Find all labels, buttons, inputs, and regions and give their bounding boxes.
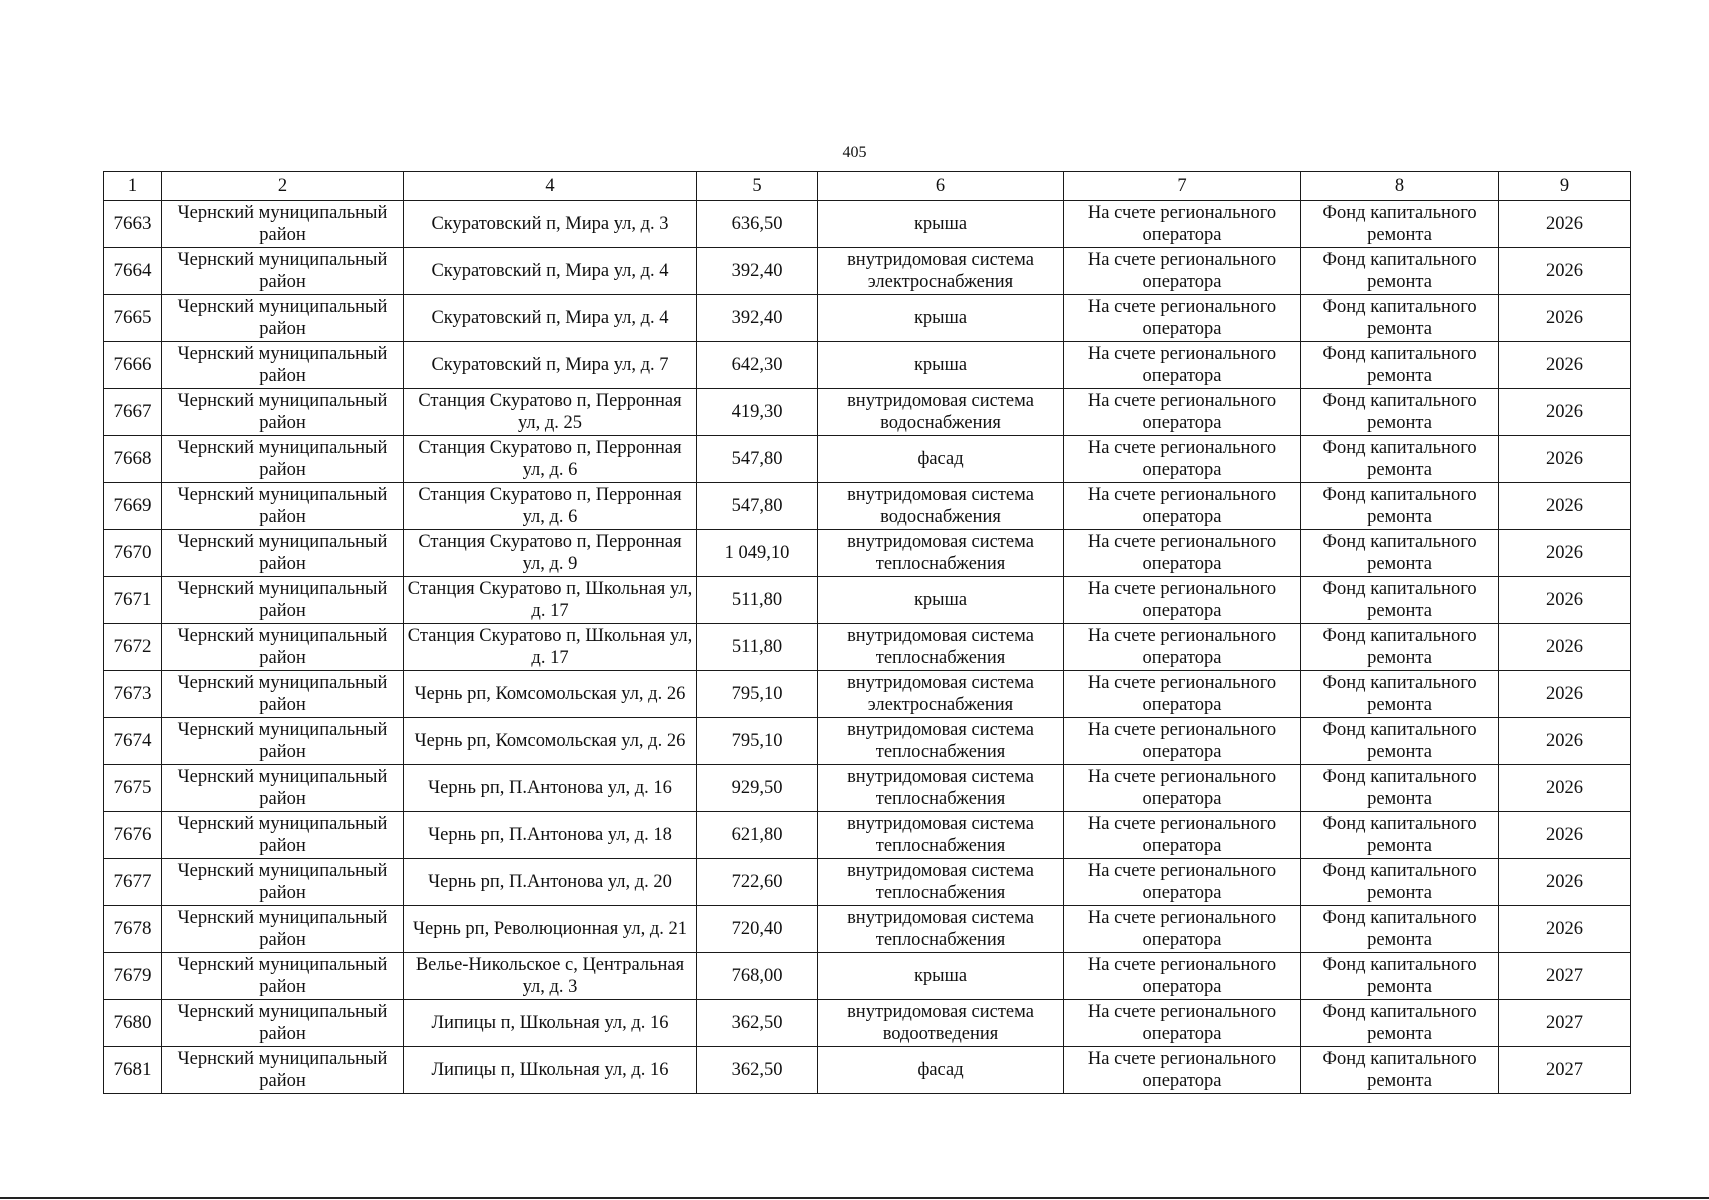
cell-account: На счете регионального оператора xyxy=(1064,624,1301,671)
cell-row-number: 7676 xyxy=(104,812,162,859)
cell-row-number: 7671 xyxy=(104,577,162,624)
cell-area: 795,10 xyxy=(697,718,818,765)
cell-year: 2026 xyxy=(1499,859,1631,906)
page-bottom-rule xyxy=(0,1197,1709,1199)
header-cell-4: 4 xyxy=(404,172,697,201)
cell-year: 2027 xyxy=(1499,953,1631,1000)
cell-area: 795,10 xyxy=(697,671,818,718)
cell-account: На счете регионального оператора xyxy=(1064,812,1301,859)
cell-fund: Фонд капитального ремонта xyxy=(1301,483,1499,530)
cell-fund: Фонд капитального ремонта xyxy=(1301,295,1499,342)
cell-work-type: внутридомовая система теплоснабжения xyxy=(818,530,1064,577)
cell-area: 511,80 xyxy=(697,577,818,624)
header-cell-8: 8 xyxy=(1301,172,1499,201)
cell-account: На счете регионального оператора xyxy=(1064,436,1301,483)
cell-district: Чернский муниципальный район xyxy=(162,577,404,624)
table-row xyxy=(104,342,1631,389)
header-cell-2: 2 xyxy=(162,172,404,201)
page-number: 405 xyxy=(842,144,867,161)
cell-area: 362,50 xyxy=(697,1000,818,1047)
cell-area: 392,40 xyxy=(697,295,818,342)
cell-address: Чернь рп, Комсомольская ул, д. 26 xyxy=(404,718,697,765)
cell-account: На счете регионального оператора xyxy=(1064,718,1301,765)
table-row xyxy=(104,859,1631,906)
cell-area: 392,40 xyxy=(697,248,818,295)
cell-district: Чернский муниципальный район xyxy=(162,906,404,953)
cell-fund: Фонд капитального ремонта xyxy=(1301,718,1499,765)
cell-year: 2026 xyxy=(1499,201,1631,248)
cell-year: 2026 xyxy=(1499,436,1631,483)
cell-fund: Фонд капитального ремонта xyxy=(1301,436,1499,483)
cell-row-number: 7679 xyxy=(104,953,162,1000)
header-cell-6: 6 xyxy=(818,172,1064,201)
cell-row-number: 7673 xyxy=(104,671,162,718)
cell-address: Станция Скуратово п, Перронная ул, д. 6 xyxy=(404,483,697,530)
cell-year: 2027 xyxy=(1499,1047,1631,1094)
cell-row-number: 7663 xyxy=(104,201,162,248)
table-header xyxy=(104,172,1631,201)
table-row xyxy=(104,718,1631,765)
capital-repair-table xyxy=(103,171,1631,1094)
cell-account: На счете регионального оператора xyxy=(1064,577,1301,624)
cell-row-number: 7670 xyxy=(104,530,162,577)
cell-account: На счете регионального оператора xyxy=(1064,765,1301,812)
cell-address: Чернь рп, Революционная ул, д. 21 xyxy=(404,906,697,953)
cell-district: Чернский муниципальный район xyxy=(162,718,404,765)
table-row xyxy=(104,436,1631,483)
header-cell-1: 1 xyxy=(104,172,162,201)
cell-district: Чернский муниципальный район xyxy=(162,201,404,248)
header-cell-7: 7 xyxy=(1064,172,1301,201)
cell-area: 419,30 xyxy=(697,389,818,436)
cell-account: На счете регионального оператора xyxy=(1064,859,1301,906)
cell-year: 2026 xyxy=(1499,624,1631,671)
cell-address: Чернь рп, Комсомольская ул, д. 26 xyxy=(404,671,697,718)
cell-year: 2026 xyxy=(1499,577,1631,624)
cell-fund: Фонд капитального ремонта xyxy=(1301,624,1499,671)
header-cell-5: 5 xyxy=(697,172,818,201)
cell-address: Чернь рп, П.Антонова ул, д. 16 xyxy=(404,765,697,812)
cell-address: Скуратовский п, Мира ул, д. 7 xyxy=(404,342,697,389)
cell-row-number: 7678 xyxy=(104,906,162,953)
cell-account: На счете регионального оператора xyxy=(1064,1047,1301,1094)
cell-year: 2027 xyxy=(1499,1000,1631,1047)
cell-row-number: 7667 xyxy=(104,389,162,436)
cell-work-type: внутридомовая система теплоснабжения xyxy=(818,906,1064,953)
table-row xyxy=(104,295,1631,342)
cell-work-type: внутридомовая система теплоснабжения xyxy=(818,624,1064,671)
cell-area: 768,00 xyxy=(697,953,818,1000)
cell-fund: Фонд капитального ремонта xyxy=(1301,530,1499,577)
cell-fund: Фонд капитального ремонта xyxy=(1301,342,1499,389)
cell-district: Чернский муниципальный район xyxy=(162,342,404,389)
cell-account: На счете регионального оператора xyxy=(1064,530,1301,577)
cell-work-type: внутридомовая система теплоснабжения xyxy=(818,718,1064,765)
cell-area: 1 049,10 xyxy=(697,530,818,577)
table-row xyxy=(104,530,1631,577)
cell-address: Станция Скуратово п, Перронная ул, д. 9 xyxy=(404,530,697,577)
cell-work-type: фасад xyxy=(818,1047,1064,1094)
cell-address: Чернь рп, П.Антонова ул, д. 20 xyxy=(404,859,697,906)
cell-row-number: 7668 xyxy=(104,436,162,483)
cell-year: 2026 xyxy=(1499,248,1631,295)
header-cell-9: 9 xyxy=(1499,172,1631,201)
cell-work-type: крыша xyxy=(818,295,1064,342)
cell-address: Липицы п, Школьная ул, д. 16 xyxy=(404,1000,697,1047)
cell-year: 2026 xyxy=(1499,295,1631,342)
cell-district: Чернский муниципальный район xyxy=(162,248,404,295)
table-row xyxy=(104,906,1631,953)
cell-address: Скуратовский п, Мира ул, д. 4 xyxy=(404,248,697,295)
cell-work-type: внутридомовая система теплоснабжения xyxy=(818,859,1064,906)
cell-account: На счете регионального оператора xyxy=(1064,1000,1301,1047)
cell-year: 2026 xyxy=(1499,530,1631,577)
cell-address: Скуратовский п, Мира ул, д. 4 xyxy=(404,295,697,342)
cell-address: Станция Скуратово п, Перронная ул, д. 25 xyxy=(404,389,697,436)
cell-area: 621,80 xyxy=(697,812,818,859)
cell-fund: Фонд капитального ремонта xyxy=(1301,671,1499,718)
cell-work-type: внутридомовая система электроснабжения xyxy=(818,248,1064,295)
cell-work-type: крыша xyxy=(818,953,1064,1000)
cell-row-number: 7672 xyxy=(104,624,162,671)
cell-row-number: 7680 xyxy=(104,1000,162,1047)
table-row xyxy=(104,812,1631,859)
cell-account: На счете регионального оператора xyxy=(1064,201,1301,248)
table-row xyxy=(104,1047,1631,1094)
cell-account: На счете регионального оператора xyxy=(1064,483,1301,530)
cell-account: На счете регионального оператора xyxy=(1064,342,1301,389)
cell-fund: Фонд капитального ремонта xyxy=(1301,389,1499,436)
cell-area: 511,80 xyxy=(697,624,818,671)
cell-district: Чернский муниципальный район xyxy=(162,530,404,577)
cell-fund: Фонд капитального ремонта xyxy=(1301,1000,1499,1047)
table-row xyxy=(104,624,1631,671)
cell-fund: Фонд капитального ремонта xyxy=(1301,1047,1499,1094)
cell-district: Чернский муниципальный район xyxy=(162,436,404,483)
cell-row-number: 7674 xyxy=(104,718,162,765)
cell-work-type: внутридомовая система электроснабжения xyxy=(818,671,1064,718)
cell-work-type: внутридомовая система водоотведения xyxy=(818,1000,1064,1047)
cell-district: Чернский муниципальный район xyxy=(162,295,404,342)
cell-address: Станция Скуратово п, Школьная ул, д. 17 xyxy=(404,577,697,624)
table-row xyxy=(104,248,1631,295)
cell-year: 2026 xyxy=(1499,342,1631,389)
cell-district: Чернский муниципальный район xyxy=(162,624,404,671)
cell-district: Чернский муниципальный район xyxy=(162,671,404,718)
table-row xyxy=(104,1000,1631,1047)
cell-work-type: внутридомовая система теплоснабжения xyxy=(818,765,1064,812)
cell-fund: Фонд капитального ремонта xyxy=(1301,812,1499,859)
cell-address: Станция Скуратово п, Перронная ул, д. 6 xyxy=(404,436,697,483)
table-row xyxy=(104,483,1631,530)
cell-area: 929,50 xyxy=(697,765,818,812)
table-row xyxy=(104,953,1631,1000)
cell-work-type: внутридомовая система теплоснабжения xyxy=(818,812,1064,859)
cell-work-type: крыша xyxy=(818,201,1064,248)
cell-year: 2026 xyxy=(1499,812,1631,859)
cell-account: На счете регионального оператора xyxy=(1064,248,1301,295)
cell-row-number: 7681 xyxy=(104,1047,162,1094)
cell-year: 2026 xyxy=(1499,765,1631,812)
cell-fund: Фонд капитального ремонта xyxy=(1301,765,1499,812)
cell-district: Чернский муниципальный район xyxy=(162,859,404,906)
cell-row-number: 7669 xyxy=(104,483,162,530)
cell-area: 362,50 xyxy=(697,1047,818,1094)
cell-area: 636,50 xyxy=(697,201,818,248)
cell-year: 2026 xyxy=(1499,389,1631,436)
cell-area: 722,60 xyxy=(697,859,818,906)
cell-account: На счете регионального оператора xyxy=(1064,295,1301,342)
cell-work-type: внутридомовая система водоснабжения xyxy=(818,483,1064,530)
cell-area: 547,80 xyxy=(697,483,818,530)
cell-area: 642,30 xyxy=(697,342,818,389)
cell-year: 2026 xyxy=(1499,671,1631,718)
cell-row-number: 7666 xyxy=(104,342,162,389)
cell-fund: Фонд капитального ремонта xyxy=(1301,859,1499,906)
cell-district: Чернский муниципальный район xyxy=(162,1000,404,1047)
table-row xyxy=(104,389,1631,436)
cell-year: 2026 xyxy=(1499,906,1631,953)
cell-address: Станция Скуратово п, Школьная ул, д. 17 xyxy=(404,624,697,671)
cell-account: На счете регионального оператора xyxy=(1064,671,1301,718)
cell-row-number: 7677 xyxy=(104,859,162,906)
cell-work-type: крыша xyxy=(818,577,1064,624)
cell-fund: Фонд капитального ремонта xyxy=(1301,201,1499,248)
cell-year: 2026 xyxy=(1499,483,1631,530)
cell-district: Чернский муниципальный район xyxy=(162,812,404,859)
cell-district: Чернский муниципальный район xyxy=(162,1047,404,1094)
cell-area: 547,80 xyxy=(697,436,818,483)
cell-year: 2026 xyxy=(1499,718,1631,765)
cell-row-number: 7665 xyxy=(104,295,162,342)
cell-work-type: внутридомовая система водоснабжения xyxy=(818,389,1064,436)
cell-area: 720,40 xyxy=(697,906,818,953)
header-row xyxy=(104,172,1631,201)
cell-address: Чернь рп, П.Антонова ул, д. 18 xyxy=(404,812,697,859)
cell-work-type: фасад xyxy=(818,436,1064,483)
cell-address: Велье-Никольское с, Центральная ул, д. 3 xyxy=(404,953,697,1000)
table-row xyxy=(104,577,1631,624)
cell-account: На счете регионального оператора xyxy=(1064,389,1301,436)
cell-address: Липицы п, Школьная ул, д. 16 xyxy=(404,1047,697,1094)
cell-address: Скуратовский п, Мира ул, д. 3 xyxy=(404,201,697,248)
cell-district: Чернский муниципальный район xyxy=(162,765,404,812)
table-row xyxy=(104,201,1631,248)
cell-fund: Фонд капитального ремонта xyxy=(1301,248,1499,295)
table-body xyxy=(104,201,1631,1094)
cell-district: Чернский муниципальный район xyxy=(162,389,404,436)
cell-district: Чернский муниципальный район xyxy=(162,483,404,530)
cell-account: На счете регионального оператора xyxy=(1064,906,1301,953)
cell-district: Чернский муниципальный район xyxy=(162,953,404,1000)
cell-fund: Фонд капитального ремонта xyxy=(1301,577,1499,624)
cell-work-type: крыша xyxy=(818,342,1064,389)
table-row xyxy=(104,671,1631,718)
cell-row-number: 7664 xyxy=(104,248,162,295)
cell-fund: Фонд капитального ремонта xyxy=(1301,953,1499,1000)
cell-row-number: 7675 xyxy=(104,765,162,812)
cell-fund: Фонд капитального ремонта xyxy=(1301,906,1499,953)
cell-account: На счете регионального оператора xyxy=(1064,953,1301,1000)
table-row xyxy=(104,765,1631,812)
